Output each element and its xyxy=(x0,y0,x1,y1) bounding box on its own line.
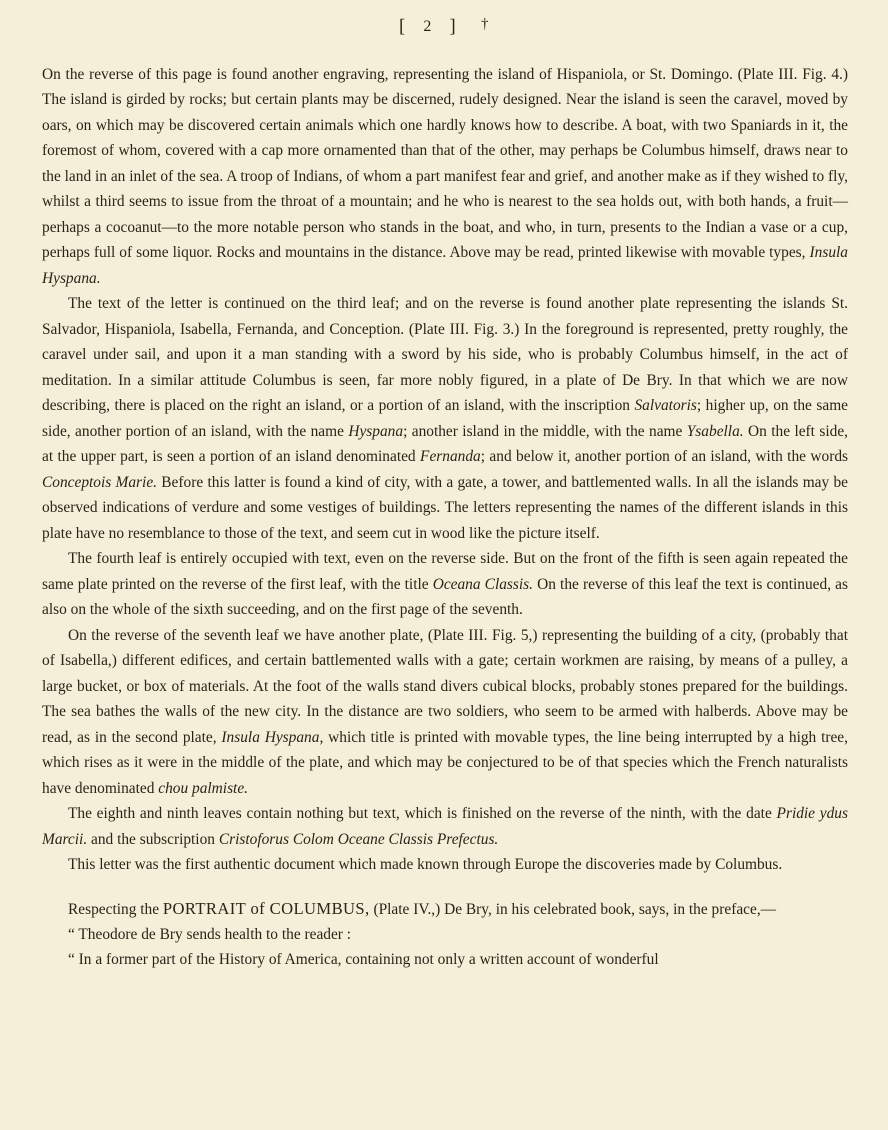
paragraph-third-leaf xyxy=(42,291,848,546)
text-run: Respecting the xyxy=(68,900,163,918)
paragraph-engraving-description xyxy=(42,62,848,291)
text-run: This letter was the first authentic document which made known through Europe the discoveries made by Columbus. xyxy=(68,856,783,874)
text-run: PORTRAIT of COLUMBUS, xyxy=(162,898,370,918)
text-run: chou palmiste. xyxy=(158,779,249,797)
text-run: (Plate IV.,) De Bry, in his celebrated book, says, in the preface,— xyxy=(369,900,777,918)
paragraph-seventh-leaf xyxy=(42,623,848,801)
text-run: Oceana Classis. xyxy=(432,575,534,593)
paragraph-fourth-leaf xyxy=(42,546,848,622)
text-run: On the left side, at the upper part, is seen a portion of an island denominated xyxy=(42,422,849,466)
text-run: Before this latter is found a kind of city, with a gate, a tower, and battlemented walls. In all the islands may be observed indications of verdure and some vestiges of buildings. The letters representing the names of the different islands in this plate have no resemblance to those of the text, and seem cut in wood like the picture itself. xyxy=(42,473,848,542)
text-run: ; higher up, on the same side, another portion of an island, with the name xyxy=(42,397,848,440)
text-run: “ Theodore de Bry sends health to the reader : xyxy=(68,925,352,943)
text-run: The eighth and ninth leaves contain nothing but text, which is finished on the reverse of the ninth, with the date xyxy=(68,805,777,823)
text-run: Ysabella. xyxy=(686,422,744,440)
text-run: ; another island in the middle, with the name xyxy=(403,422,687,440)
text-run: and the subscription xyxy=(87,830,219,848)
bracket-left: [ xyxy=(399,16,406,37)
text-run: Conceptois Marie. xyxy=(42,473,157,491)
page-number-group xyxy=(399,16,456,38)
paragraph-de-bry-quote xyxy=(42,947,848,972)
page-body-text xyxy=(0,50,888,973)
text-run: Fernanda xyxy=(420,448,481,466)
text-run: Hyspana xyxy=(348,422,404,440)
signature-mark: † xyxy=(480,16,489,32)
paragraph-portrait-of-columbus xyxy=(42,895,848,922)
text-run: “ In a former part of the History of America, containing not only a written account of wonderful xyxy=(68,951,659,969)
page-number: 2 xyxy=(423,18,432,35)
paragraph-de-bry-greeting xyxy=(42,922,848,947)
text-run: which title is printed with movable types, the line being interrupted by a high tree, which rises as it were in the middle of the plate, and which may be conjectured to be of that species which the French naturalists have denominated xyxy=(42,728,848,797)
text-run: On the reverse of this page is found another engraving, representing the island of Hispaniola, or St. Domingo. (Plate III. Fig. 4.) The island is girded by rocks; but certain plants may be discerned, rudely designed. Near the island is seen the caravel, moved by oars, on which may be discovered certain animals which one hardly knows how to describe. A boat, with two Spaniards in it, the foremost of whom, covered with a cap more ornamented than that of the other, may perhaps be Columbus himself, draws near to the land in an inlet of the sea. A troop of Indians, of whom a part manifest fear and grief, and another make as if they wished to fly, whilst a third seems to issue from the throat of a mountain; and he who is nearest to the sea holds out, with both hands, a fruit—perhaps a cocoanut—to the more notable person who stands in the boat, and who, in turn, presents to the Indian a vase or a cup, perhaps full of some liquor. Rocks and mountains in the distance. Above may be read, printed likewise with movable types, xyxy=(42,66,848,262)
text-run: Pridie ydus Marcii. xyxy=(42,805,848,848)
paragraph-first-authentic-document xyxy=(42,852,848,877)
page-header xyxy=(0,0,888,50)
bracket-right: ] xyxy=(449,16,457,37)
text-run: ; and below it, another portion of an island, with the words xyxy=(480,448,849,466)
text-run: Cristoforus Colom Oceane Classis Prefectus. xyxy=(218,830,499,848)
text-run: The fourth leaf is entirely occupied with text, even on the reverse side. But on the front of the fifth is seen again repeated the same plate printed on the reverse of the first leaf, with the title xyxy=(42,550,848,593)
text-run: On the reverse of this leaf the text is continued, as also on the whole of the sixth succeeding, and on the first page of the seventh. xyxy=(42,575,848,619)
text-run: On the reverse of the seventh leaf we have another plate, (Plate III. Fig. 5,) representing the building of a city, (probably that of Isabella,) different edifices, and certain battlemented walls with a gate; certain workmen are raising, by means of a pulley, a large bucket, or box of materials. At the foot of the walls stand divers cubical blocks, probably stones prepared for the buildings. The sea bathes the walls of the new city. In the distance are two soldiers, who seem to be armed with halberds. Above may be read, as in the second plate, xyxy=(42,626,848,746)
text-run: Salvatoris xyxy=(634,397,697,415)
text-run: Insula Hyspana, xyxy=(221,728,324,746)
paragraph-eighth-ninth-leaves xyxy=(42,801,848,852)
text-run: Insula Hyspana. xyxy=(42,244,848,287)
text-run: The text of the letter is continued on the third leaf; and on the reverse is found another plate representing the islands St. Salvador, Hispaniola, Isabella, Fernanda, and Conception. (Plate III. Fig. 3.) In the foreground is represented, pretty roughly, the caravel under sail, and upon it a man standing with a sword by his side, who is probably Columbus himself, in the act of meditation. In a similar attitude Columbus is seen, far more nobly figured, in a plate of De Bry. In that which we are now describing, there is placed on the right an island, or a portion of an island, with the inscription xyxy=(42,295,848,415)
